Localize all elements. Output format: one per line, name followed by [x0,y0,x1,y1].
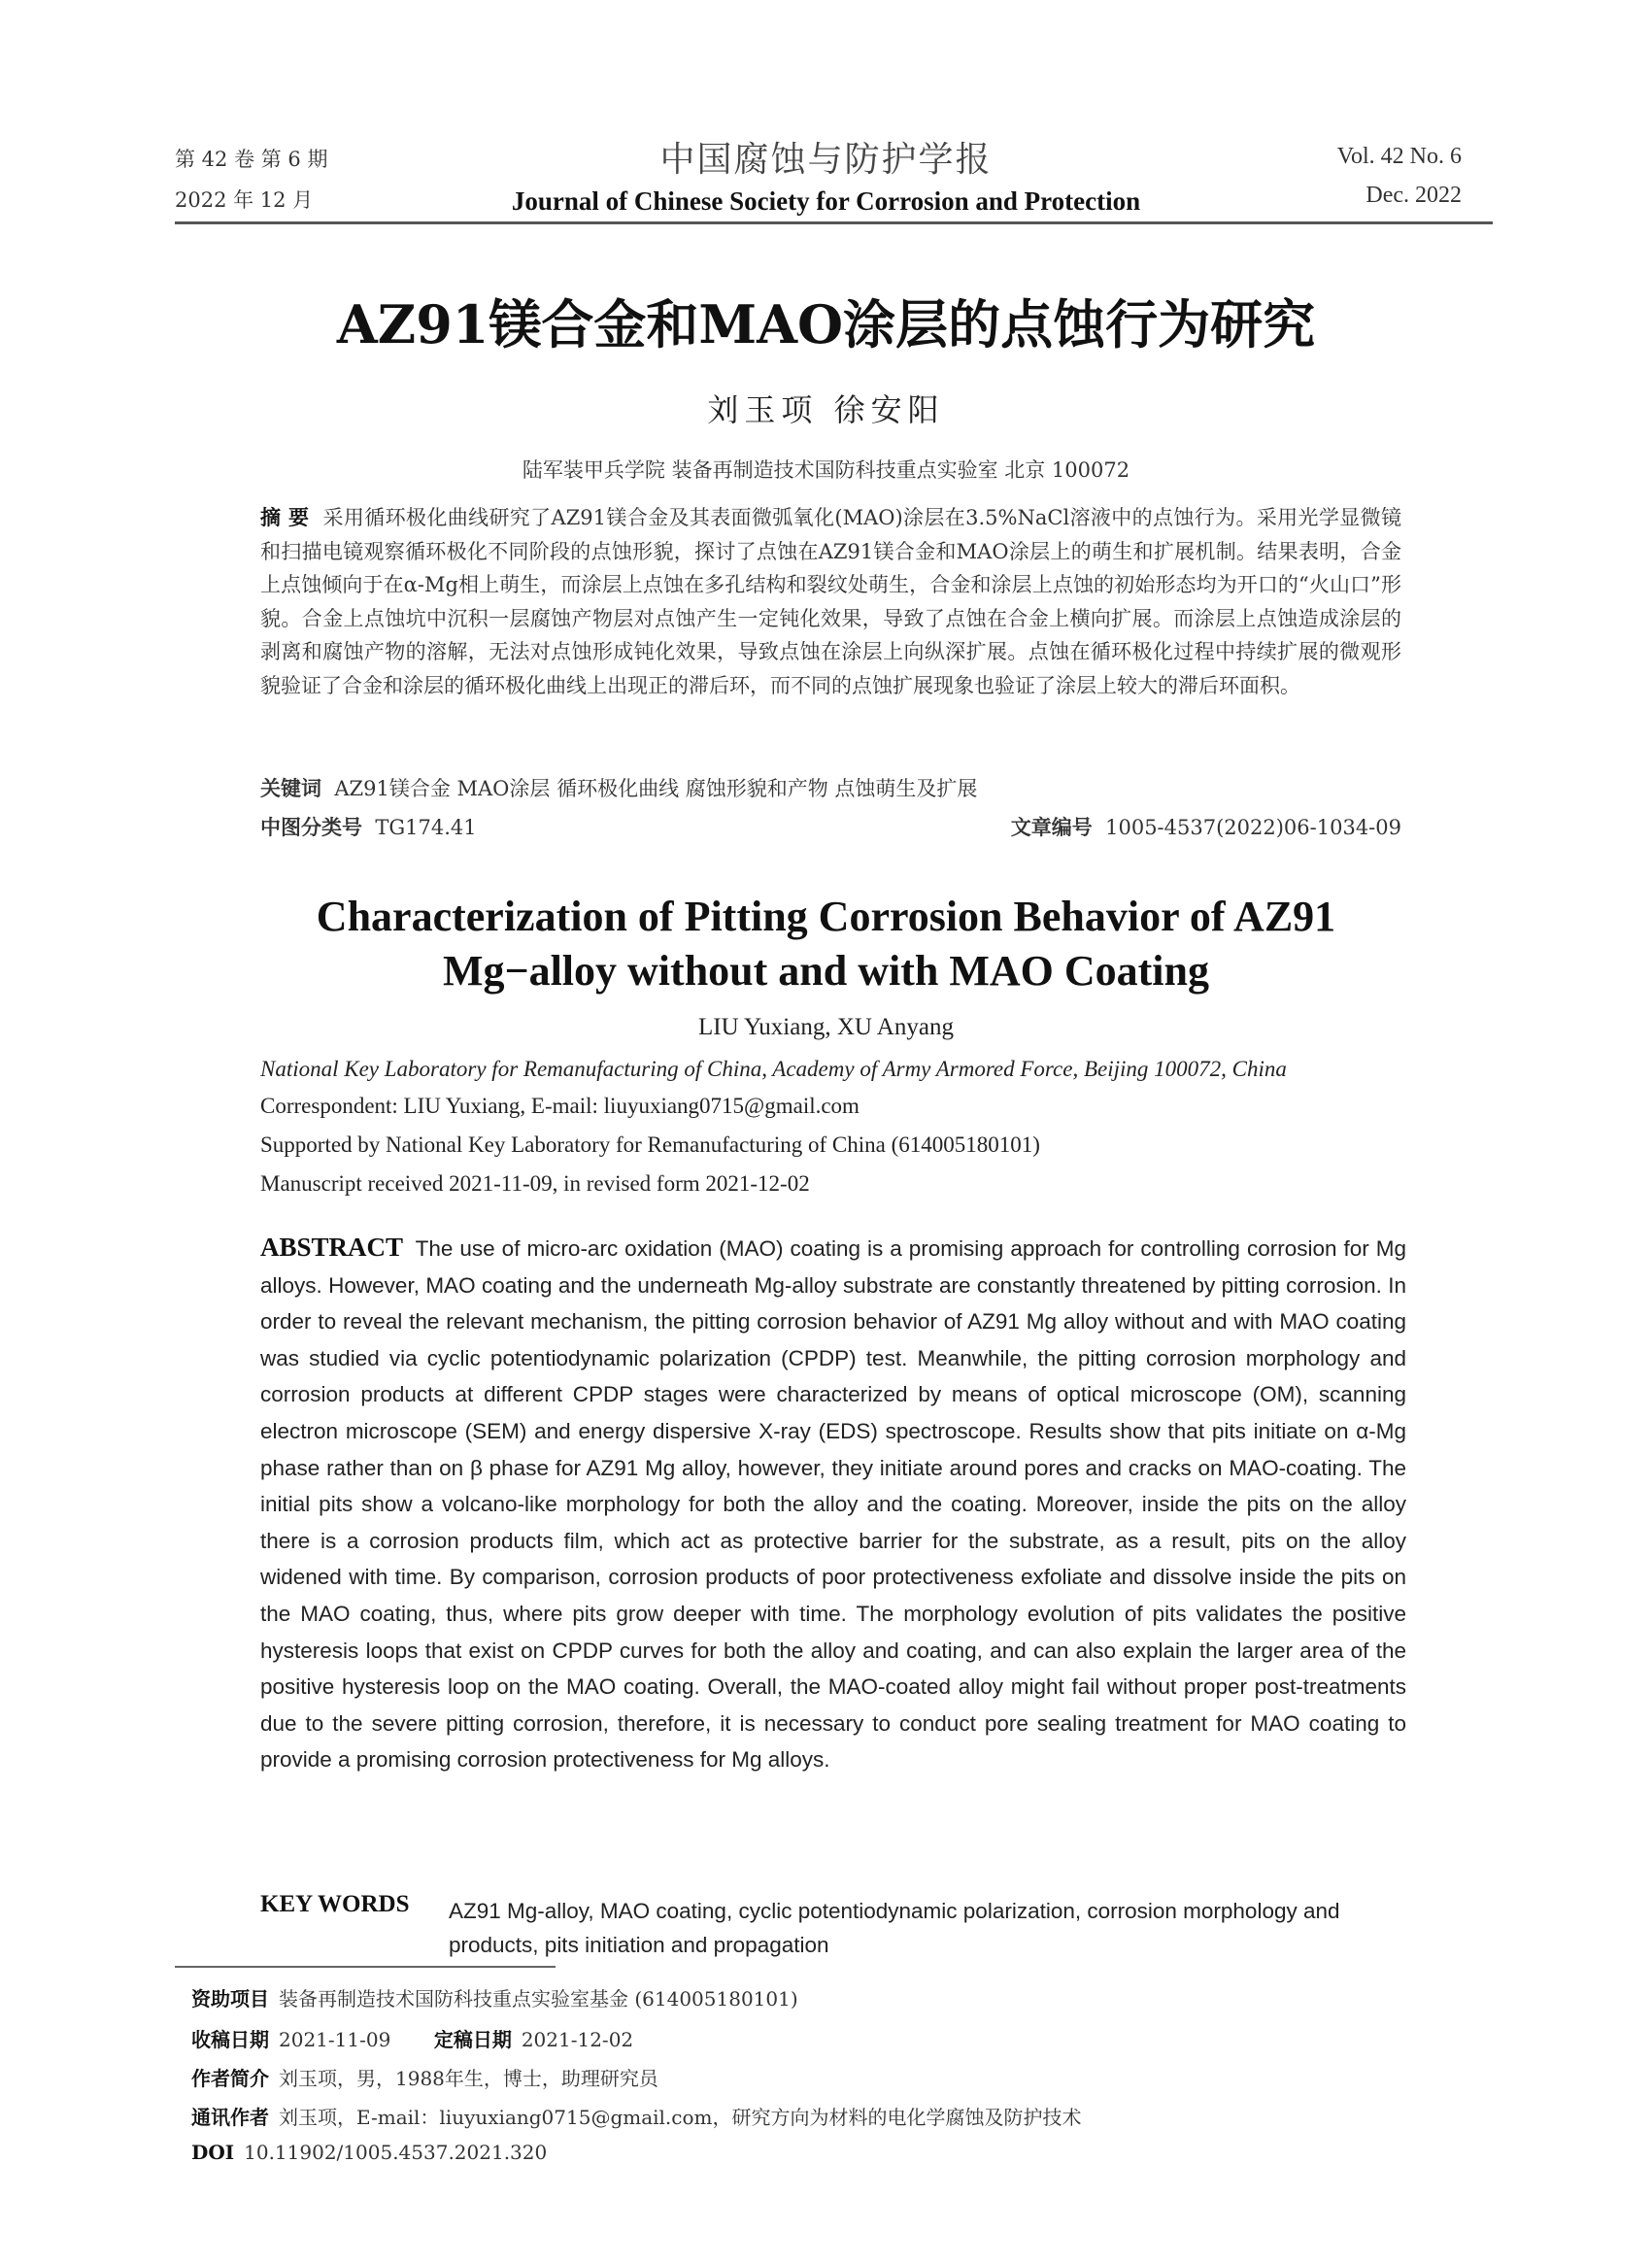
abstract-en [260,1230,1406,1778]
keywords-text-en: AZ91 Mg-alloy, MAO coating, cyclic potentiodynamic polarization, corrosion morphology and products, pits initiation and propagation [449,1899,1340,1957]
received-en: Manuscript received 2021-11-09, in revised form 2021-12-02 [260,1171,810,1196]
classification-label: 中图分类号 [260,815,362,839]
corr-author-label: 通讯作者 [191,2106,269,2129]
supported-en: Supported by National Key Laboratory for Remanufacturing of China (614005180101) [260,1132,1040,1157]
footnote-funding [191,1983,1454,2011]
keywords-cn [260,773,1401,802]
footnote-author [191,2063,1454,2091]
footnote-doi [191,2141,1454,2164]
abstract-label-en: ABSTRACT [260,1233,404,1262]
correspondent-en: Correspondent: LIU Yuxiang, E-mail: liuyuxiang0715@gmail.com [260,1094,860,1118]
funding-value: 装备再制造技术国防科技重点实验室基金 (614005180101) [279,1987,798,2011]
affiliation-cn: 陆军装甲兵学院 装备再制造技术国防科技重点实验室 北京 100072 [522,458,1130,482]
accepted-value: 2021-12-02 [521,2028,634,2051]
corr-author-value: 刘玉项，E-mail：liuyuxiang0715@gmail.com，研究方向为材料的电化学腐蚀及防护技术 [279,2106,1082,2129]
doi-label: DOI [191,2141,235,2164]
paper-title-cn: AZ91镁合金和MAO涂层的点蚀行为研究 [336,293,1316,355]
date-en: Dec. 2022 [1365,183,1462,208]
affiliation-en: National Key Laboratory for Remanufacturing of China, Academy of Army Armored Force, Beijing 100072, China [260,1057,1287,1081]
classification-value: TG174.41 [375,816,477,839]
volume-issue-en: Vol. 42 No. 6 [1336,144,1462,169]
footnote-correspondent [191,2102,1454,2130]
doi-value: 10.11902/1005.4537.2021.320 [244,2141,548,2164]
received-label: 收稿日期 [191,2028,269,2051]
accepted-label: 定稿日期 [433,2028,512,2051]
footnote-rule [175,1966,556,1968]
footnote-dates [191,2024,1454,2052]
author-bio-value: 刘玉项，男，1988年生，博士，助理研究员 [279,2067,658,2090]
abstract-text-cn: 采用循环极化曲线研究了AZ91镁合金及其表面微弧氧化(MAO)涂层在3.5%NaCl溶液中的点蚀行为。采用光学显微镜和扫描电镜观察循环极化不同阶段的点蚀形貌，探讨了点蚀在AZ91镁合金和MAO涂层上的萌生和扩展机制。结果表明，合金上点蚀倾向于在α-Mg相上萌生，而涂层上点蚀在多孔结构和裂纹处萌生，合金和涂层上点蚀的初始形态均为开口的“火山口”形貌。合金上点蚀坑中沉积一层腐蚀产物层对点蚀产生一定钝化效果，导致了点蚀在合金上横向扩展。而涂层上点蚀造成涂层的剥离和腐蚀产物的溶解，无法对点蚀形成钝化效果，导致点蚀在涂层上向纵深扩展。点蚀在循环极化过程中持续扩展的微观形貌验证了合金和涂层的循环极化曲线上出现正的滞后环，而不同的点蚀扩展现象也验证了涂层上较大的滞后环面积。 [260,506,1402,697]
paper-title-en [0,890,1652,998]
paper-title-en-line2: Mg−alloy without and with MAO Coating [442,947,1209,995]
date-cn: 2022 年 12 月 [175,188,314,212]
abstract-label-cn: 摘 要 [260,505,310,529]
abstract-text-en: The use of micro-arc oxidation (MAO) coating is a promising approach for controlling corrosion for Mg alloys. However, MAO coating and the underneath Mg-alloy substrate are constantly threatened by pitting corrosion. In order to reveal the relevant mechanism, the pitting corrosion behavior of AZ91 Mg alloy without and with MAO coating was studied via cyclic potentiodynamic polarization (CPDP) test. Meanwhile, the pitting corrosion morphology and corrosion products at different CPDP stages were characterized by means of optical microscope (OM), scanning electron microscope (SEM) and energy dispersive X-ray (EDS) spectroscope. Results show that pits initiate on α-Mg phase rather than on β phase for AZ91 Mg alloy, however, they initiate around pores and cracks on MAO-coating. The initial pits show a volcano-like morphology for both the alloy and the coating. Moreover, inside the pits on the alloy there is a corrosion products film, which act as protective barrier for the substrate, as a result, pits on the alloy widened with time. By comparison, corrosion products of poor protectiveness exfoliate and dissolve inside the pits on the MAO coating, thus, where pits grow deeper with time. The morphology evolution of pits validates the positive hysteresis loops that exist on CPDP curves for both the alloy and coating, and can also explain the larger area of the positive hysteresis loop on the MAO coating. Overall, the MAO-coated alloy might fail without proper post-treatments due to the severe pitting corrosion, therefore, it is necessary to conduct pore sealing treatment for MAO coating to provide a promising corrosion protectiveness for Mg alloys. [260,1236,1406,1773]
authors-cn: 刘玉项 徐安阳 [707,391,945,428]
keywords-label-cn: 关键词 [260,776,321,800]
author-bio-label: 作者简介 [191,2067,269,2090]
journal-title-en: Journal of Chinese Society for Corrosion and Protection [511,186,1141,216]
keywords-label-en: KEY WORDS [260,1891,410,1917]
article-number [1011,812,1401,841]
classification-cn [260,812,477,841]
article-number-label: 文章编号 [1010,815,1093,839]
volume-issue-cn: 第 42 卷 第 6 期 [175,148,328,171]
abstract-cn [260,501,1401,702]
funding-label: 资助项目 [191,1987,269,2011]
article-number-value: 1005-4537(2022)06-1034-09 [1105,816,1401,839]
keywords-text-cn: AZ91镁合金 MAO涂层 循环极化曲线 腐蚀形貌和产物 点蚀萌生及扩展 [334,777,978,800]
received-value: 2021-11-09 [279,2028,391,2051]
paper-title-en-line1: Characterization of Pitting Corrosion Behavior of AZ91 [316,893,1336,940]
header-rule [175,221,1493,224]
journal-title-cn: 中国腐蚀与防护学报 [659,140,993,180]
authors-en: LIU Yuxiang, XU Anyang [698,1014,954,1040]
